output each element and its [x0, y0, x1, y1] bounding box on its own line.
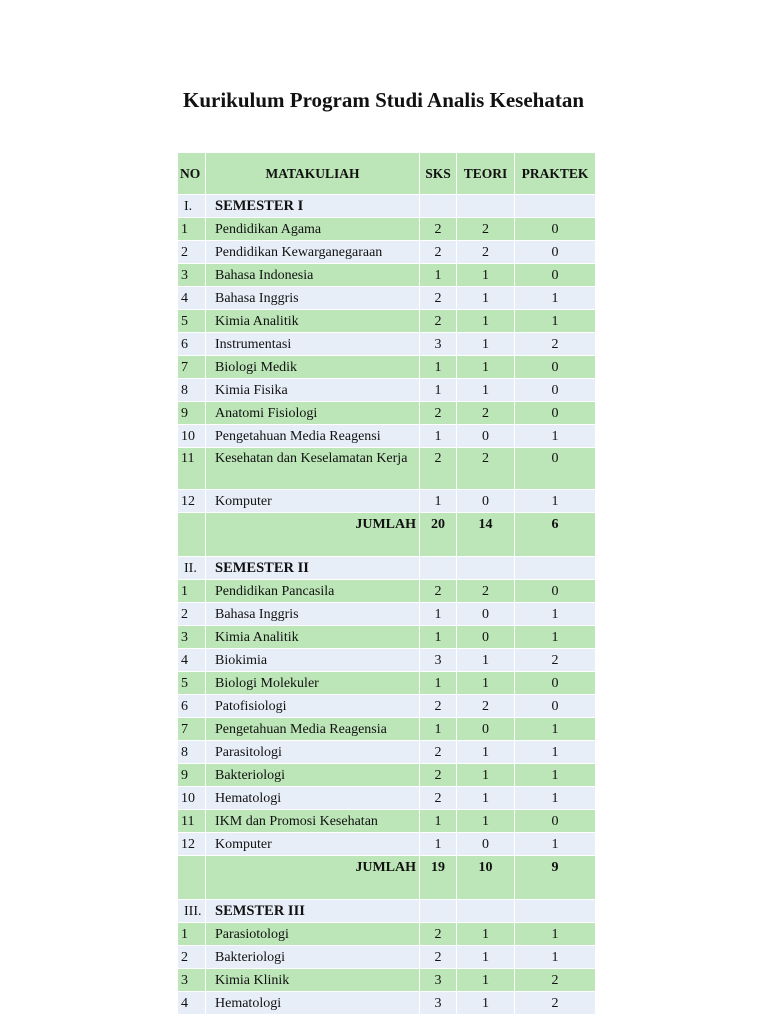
course-sks: 1	[420, 356, 456, 378]
table-row	[178, 833, 595, 855]
course-teori: 2	[457, 448, 514, 489]
course-teori: 2	[457, 402, 514, 424]
total-row	[178, 513, 595, 556]
total-empty-cell	[178, 856, 205, 899]
course-sks: 2	[420, 946, 456, 968]
row-number: 12	[178, 490, 205, 512]
semester-teori-cell	[457, 557, 514, 579]
row-number: 10	[178, 787, 205, 809]
course-teori: 1	[457, 764, 514, 786]
course-name: Kimia Analitik	[206, 310, 419, 332]
row-number: 7	[178, 356, 205, 378]
table-row	[178, 218, 595, 240]
course-name: Hematologi	[206, 992, 419, 1014]
course-name: Bakteriologi	[206, 946, 419, 968]
row-number: 3	[178, 626, 205, 648]
course-sks: 2	[420, 448, 456, 489]
course-teori: 2	[457, 241, 514, 263]
course-teori: 1	[457, 923, 514, 945]
table-row	[178, 969, 595, 991]
course-praktek: 1	[515, 287, 595, 309]
total-praktek: 9	[515, 856, 595, 899]
course-sks: 1	[420, 626, 456, 648]
course-teori: 1	[457, 356, 514, 378]
semester-header-row	[178, 195, 595, 217]
total-teori: 10	[457, 856, 514, 899]
course-name: IKM dan Promosi Kesehatan	[206, 810, 419, 832]
total-label: JUMLAH	[206, 856, 419, 899]
course-sks: 1	[420, 810, 456, 832]
semester-header-row	[178, 557, 595, 579]
course-praktek: 1	[515, 764, 595, 786]
table-row	[178, 448, 595, 489]
row-number: 1	[178, 218, 205, 240]
course-praktek: 2	[515, 333, 595, 355]
row-number: 12	[178, 833, 205, 855]
semester-title: SEMESTER I	[206, 195, 419, 217]
course-sks: 2	[420, 218, 456, 240]
course-praktek: 0	[515, 448, 595, 489]
course-praktek: 1	[515, 833, 595, 855]
course-name: Biologi Molekuler	[206, 672, 419, 694]
course-teori: 1	[457, 787, 514, 809]
course-sks: 1	[420, 490, 456, 512]
course-sks: 3	[420, 992, 456, 1014]
table-row	[178, 649, 595, 671]
row-number: 5	[178, 310, 205, 332]
row-number: 11	[178, 810, 205, 832]
table-row	[178, 787, 595, 809]
course-praktek: 1	[515, 946, 595, 968]
row-number: 2	[178, 946, 205, 968]
course-name: Biokimia	[206, 649, 419, 671]
header-praktek: PRAKTEK	[515, 153, 595, 194]
course-sks: 1	[420, 718, 456, 740]
course-teori: 0	[457, 425, 514, 447]
course-name: Kimia Analitik	[206, 626, 419, 648]
course-name: Pendidikan Agama	[206, 218, 419, 240]
semester-teori-cell	[457, 195, 514, 217]
row-number: 7	[178, 718, 205, 740]
semester-sks-cell	[420, 900, 456, 922]
course-teori: 0	[457, 718, 514, 740]
course-name: Komputer	[206, 833, 419, 855]
row-number: 6	[178, 695, 205, 717]
course-name: Patofisiologi	[206, 695, 419, 717]
course-praktek: 0	[515, 810, 595, 832]
header-no: NO	[178, 153, 205, 194]
course-name: Bahasa Inggris	[206, 287, 419, 309]
course-name: Parasitologi	[206, 741, 419, 763]
course-teori: 1	[457, 379, 514, 401]
course-sks: 1	[420, 379, 456, 401]
page-title: Kurikulum Program Studi Analis Kesehatan	[182, 88, 584, 112]
total-label: JUMLAH	[206, 513, 419, 556]
semester-title: SEMSTER III	[206, 900, 419, 922]
course-praktek: 1	[515, 718, 595, 740]
row-number: 4	[178, 992, 205, 1014]
course-teori: 0	[457, 833, 514, 855]
table-row	[178, 741, 595, 763]
course-sks: 2	[420, 580, 456, 602]
course-teori: 1	[457, 741, 514, 763]
course-teori: 1	[457, 672, 514, 694]
course-praktek: 0	[515, 695, 595, 717]
course-teori: 1	[457, 310, 514, 332]
table-row	[178, 946, 595, 968]
course-sks: 2	[420, 695, 456, 717]
table-row	[178, 718, 595, 740]
course-praktek: 2	[515, 969, 595, 991]
course-sks: 2	[420, 402, 456, 424]
course-sks: 3	[420, 333, 456, 355]
table-row	[178, 695, 595, 717]
course-praktek: 1	[515, 741, 595, 763]
table-row	[178, 241, 595, 263]
course-name: Parasiotologi	[206, 923, 419, 945]
course-sks: 1	[420, 264, 456, 286]
course-praktek: 0	[515, 402, 595, 424]
semester-sks-cell	[420, 195, 456, 217]
course-sks: 2	[420, 764, 456, 786]
course-name: Anatomi Fisiologi	[206, 402, 419, 424]
course-name: Instrumentasi	[206, 333, 419, 355]
course-name: Hematologi	[206, 787, 419, 809]
course-praktek: 0	[515, 218, 595, 240]
row-number: 9	[178, 402, 205, 424]
course-teori: 1	[457, 946, 514, 968]
course-name: Pengetahuan Media Reagensia	[206, 718, 419, 740]
row-number: 6	[178, 333, 205, 355]
course-sks: 3	[420, 649, 456, 671]
course-name: Biologi Medik	[206, 356, 419, 378]
course-teori: 1	[457, 287, 514, 309]
table-row	[178, 310, 595, 332]
course-name: Bahasa Indonesia	[206, 264, 419, 286]
course-praktek: 2	[515, 992, 595, 1014]
course-name: Pendidikan Kewarganegaraan	[206, 241, 419, 263]
course-teori: 0	[457, 603, 514, 625]
total-praktek: 6	[515, 513, 595, 556]
course-praktek: 0	[515, 241, 595, 263]
course-name: Pendidikan Pancasila	[206, 580, 419, 602]
course-praktek: 0	[515, 379, 595, 401]
header-sks: SKS	[420, 153, 456, 194]
total-sks: 20	[420, 513, 456, 556]
table-row	[178, 992, 595, 1014]
semester-praktek-cell	[515, 195, 595, 217]
course-sks: 2	[420, 923, 456, 945]
course-praktek: 1	[515, 603, 595, 625]
table-header	[178, 153, 595, 194]
course-sks: 1	[420, 833, 456, 855]
course-name: Bahasa Inggris	[206, 603, 419, 625]
course-teori: 0	[457, 490, 514, 512]
table-row	[178, 356, 595, 378]
course-praktek: 1	[515, 490, 595, 512]
row-number: 4	[178, 287, 205, 309]
semester-sks-cell	[420, 557, 456, 579]
total-sks: 19	[420, 856, 456, 899]
course-sks: 2	[420, 287, 456, 309]
row-number: 10	[178, 425, 205, 447]
semester-praktek-cell	[515, 900, 595, 922]
semester-header-row	[178, 900, 595, 922]
semester-number: I.	[178, 195, 205, 217]
course-teori: 1	[457, 969, 514, 991]
semester-title: SEMESTER II	[206, 557, 419, 579]
course-name: Kimia Klinik	[206, 969, 419, 991]
row-number: 4	[178, 649, 205, 671]
table-row	[178, 603, 595, 625]
total-row	[178, 856, 595, 899]
row-number: 5	[178, 672, 205, 694]
course-praktek: 0	[515, 672, 595, 694]
course-teori: 1	[457, 810, 514, 832]
table-row	[178, 580, 595, 602]
course-praktek: 0	[515, 356, 595, 378]
header-teori: TEORI	[457, 153, 514, 194]
table-row	[178, 672, 595, 694]
table-row	[178, 490, 595, 512]
row-number: 3	[178, 264, 205, 286]
table-row	[178, 379, 595, 401]
course-sks: 2	[420, 741, 456, 763]
semester-teori-cell	[457, 900, 514, 922]
semester-praktek-cell	[515, 557, 595, 579]
table-row	[178, 287, 595, 309]
course-teori: 1	[457, 649, 514, 671]
table-row	[178, 402, 595, 424]
course-teori: 0	[457, 626, 514, 648]
table-row	[178, 764, 595, 786]
row-number: 11	[178, 448, 205, 489]
total-teori: 14	[457, 513, 514, 556]
row-number: 1	[178, 580, 205, 602]
table-row	[178, 264, 595, 286]
table-row	[178, 425, 595, 447]
semester-number: III.	[178, 900, 205, 922]
course-praktek: 0	[515, 264, 595, 286]
course-teori: 2	[457, 218, 514, 240]
row-number: 3	[178, 969, 205, 991]
table-row	[178, 923, 595, 945]
course-teori: 1	[457, 333, 514, 355]
course-sks: 1	[420, 425, 456, 447]
course-name: Pengetahuan Media Reagensi	[206, 425, 419, 447]
semester-number: II.	[178, 557, 205, 579]
course-name: Bakteriologi	[206, 764, 419, 786]
row-number: 8	[178, 741, 205, 763]
course-teori: 1	[457, 992, 514, 1014]
course-teori: 2	[457, 695, 514, 717]
row-number: 2	[178, 241, 205, 263]
total-empty-cell	[178, 513, 205, 556]
curriculum-table	[177, 152, 596, 1015]
course-sks: 3	[420, 969, 456, 991]
header-matakuliah: MATAKULIAH	[206, 153, 419, 194]
course-teori: 2	[457, 580, 514, 602]
course-teori: 1	[457, 264, 514, 286]
table-row	[178, 333, 595, 355]
course-sks: 1	[420, 603, 456, 625]
course-praktek: 1	[515, 310, 595, 332]
table-row	[178, 626, 595, 648]
table-row	[178, 810, 595, 832]
course-praktek: 2	[515, 649, 595, 671]
course-sks: 2	[420, 787, 456, 809]
row-number: 1	[178, 923, 205, 945]
course-praktek: 0	[515, 580, 595, 602]
course-praktek: 1	[515, 425, 595, 447]
course-name: Komputer	[206, 490, 419, 512]
row-number: 2	[178, 603, 205, 625]
course-praktek: 1	[515, 626, 595, 648]
course-name: Kimia Fisika	[206, 379, 419, 401]
row-number: 8	[178, 379, 205, 401]
course-sks: 1	[420, 672, 456, 694]
course-praktek: 1	[515, 787, 595, 809]
course-name: Kesehatan dan Keselamatan Kerja	[206, 448, 419, 489]
row-number: 9	[178, 764, 205, 786]
course-sks: 2	[420, 241, 456, 263]
course-praktek: 1	[515, 923, 595, 945]
course-sks: 2	[420, 310, 456, 332]
